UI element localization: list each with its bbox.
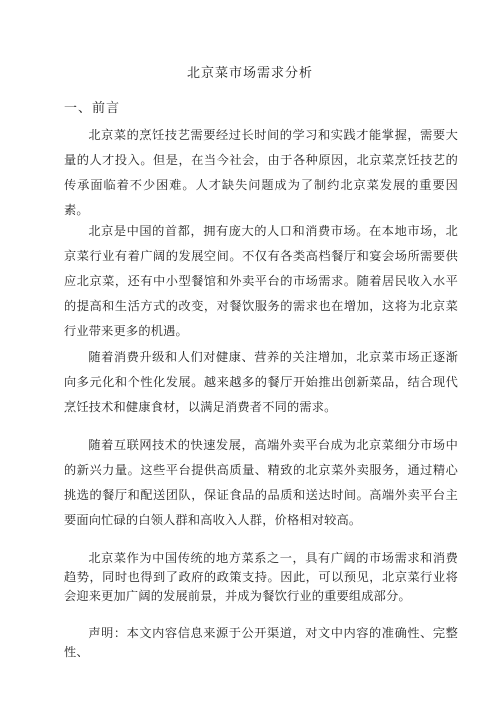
- paragraph-local-market: 北京是中国的首都，拥有庞大的人口和消费市场。在本地市场，北京菜行业有着广阔的发展空间。不仅有各类高档餐厅和宴会场所需要供应北京菜，还有中小型餐馆和外卖平台的市场需求。随着居民收入水平的提高和生活方式的改变，对餐饮服务的需求也在增加，这将为北京菜行业带来更多的机遇。: [64, 224, 458, 338]
- paragraph-disclaimer: 声明：本文内容信息来源于公开渠道，对文中内容的准确性、完整性、: [64, 626, 458, 659]
- paragraph-delivery-platforms: 随着互联网技术的快速发展，高端外卖平台成为北京菜细分市场中的新兴力量。这些平台提供高质量、精致的北京菜外卖服务，通过精心挑选的餐厅和配送团队，保证食品的品质和送达时间。高端外卖平台主要面向忙碌的白领人群和高收入人群，价格相对较高。: [64, 438, 458, 527]
- paragraph-consumption-upgrade: 随着消费升级和人们对健康、营养的关注增加，北京菜市场正逐渐向多元化和个性化发展。越来越多的餐厅开始推出创新菜品，结合现代烹饪技术和健康食材，以满足消费者不同的需求。: [64, 350, 458, 414]
- paragraph-talent-shortage: 北京菜的烹饪技艺需要经过长时间的学习和实践才能掌握，需要大量的人才投入。但是，在当今社会，由于各种原因，北京菜烹饪技艺的传承面临着不少困难。人才缺失问题成为了制约北京菜发展的重要因素。: [64, 128, 458, 217]
- document-title: 北京菜市场需求分析: [186, 66, 313, 81]
- section-heading: 一、前言: [64, 101, 121, 116]
- paragraph-outlook: 北京菜作为中国传统的地方菜系之一，具有广阔的市场需求和消费趋势，同时也得到了政府的政策支持。因此，可以预见，北京菜行业将会迎来更加广阔的发展前景，并成为餐饮行业的重要组成部分。: [64, 551, 458, 603]
